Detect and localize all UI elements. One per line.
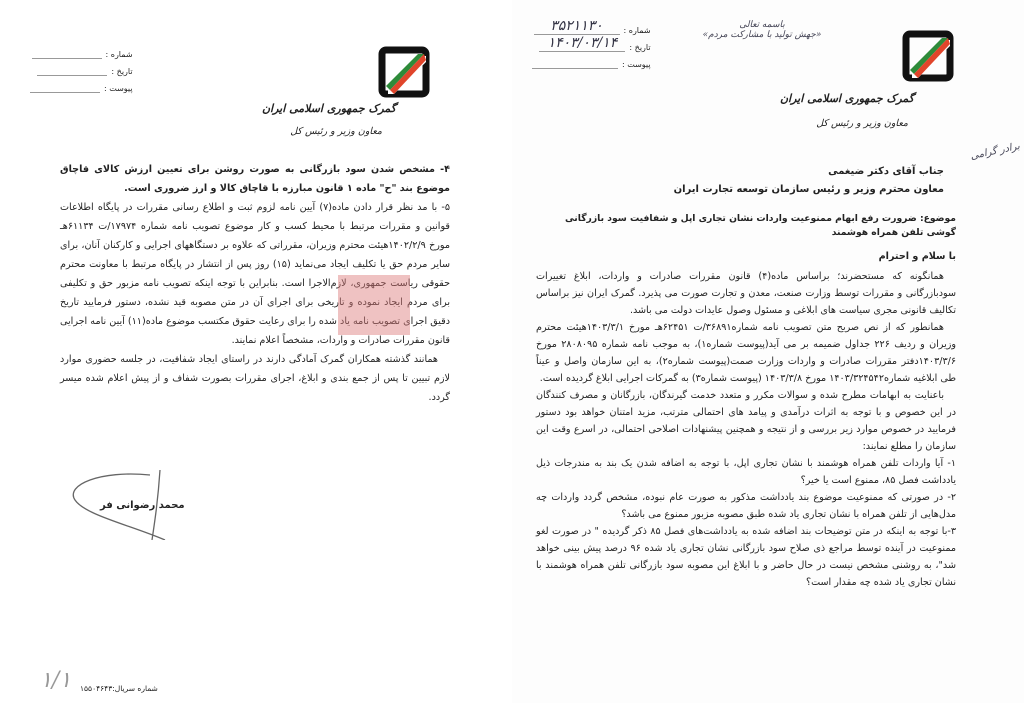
date-line bbox=[37, 65, 107, 76]
customs-logo-icon bbox=[378, 46, 430, 98]
signatory-name: محمد رضوانی فر bbox=[100, 500, 185, 511]
subject-line: موضوع: ضرورت رفع ابهام ممنوعیت واردات نشان تجاری اپل و شفافیت سود بازرگانی گوشی تلفن همراه هوشمند bbox=[565, 213, 956, 238]
paragraph: همانند گذشته همکاران گمرک آمادگی دارند در راستای ایجاد شفافیت، در جلسه حضوری موارد لازم تبیین تا پس از جمع بندی و ابلاغ، اجرای مقررات بصورت شفاف و از پیش اعلام شده میسر گردد. bbox=[60, 354, 450, 403]
customs-logo-icon bbox=[902, 30, 954, 82]
question-item: ۳-با توجه به اینکه در متن توضیحات بند اضافه شده به یادداشت‌های فصل ۸۵ ذکر گردیده " در صورت لغو ممنوعیت در آینده توسط مراجع ذی صلاح سود بازرگانی نشان تجاری یاد شده ۹۶ درصد پیش بینی خواهد شد"، به روشنی مشخص نیست در حال حاضر و با ابلاغ این مصوبه سود بازرگانی تلفن همراه هوشمند با نشان تجاری یاد شده چه مقدار است؟ bbox=[536, 526, 956, 588]
serial-number: شماره سریال:۱۵۵۰۴۶۴۳ bbox=[80, 684, 158, 693]
recipient-name: جناب آقای دکتر ضیغمی bbox=[828, 166, 944, 177]
header-center bbox=[682, 20, 842, 40]
number-row bbox=[30, 42, 133, 59]
paragraph: همانطور که از نص صریح متن تصویب نامه شماره۳۶۸۹۱/ت ۶۲۴۵۱هـ مورخ ۱۴۰۳/۳/۱هیئت محترم وزیران و ردیف ۲۲۶ جداول ضمیمه بر می آید(پیوست شماره۱)، به موجب نامه شماره ۲۸۰۸۰۹۵ مورخ ۱۴۰۳/۳/۶دفتر مقررات صادرات و واردات وزارت صمت(پیوست شماره۲)، به این سازمان واصل و عیناً طی ابلاغیه شماره۱۴۰۳/۳۲۴۵۴۲ مورخ ۱۴۰۳/۳/۸ (پیوست شماره۳) به گمرکات اجرایی ابلاغ گردیده است. bbox=[536, 322, 957, 384]
question-item: ۲- در صورتی که ممنوعیت موضوع بند یادداشت مذکور به صورت عام نبوده، مشخص گردد واردات چه مدل‌هایی از تلفن همراه با نشان تجاری یاد شده طبق مصوبه مزبور ممنوع می باشد؟ bbox=[536, 492, 956, 520]
number-label: شماره : bbox=[105, 50, 133, 59]
number-line bbox=[32, 48, 102, 59]
number-value: ۳۵۲۱۱۳۰ bbox=[534, 18, 620, 35]
letter-body bbox=[536, 268, 956, 591]
page-marker: ۱/۱ bbox=[40, 668, 72, 693]
org-name: گمرک جمهوری اسلامی ایران bbox=[779, 92, 914, 105]
date-label: تاریخ : bbox=[629, 43, 651, 52]
letter-meta bbox=[532, 18, 651, 69]
recipient-title: معاون محترم وزیر و رئیس سازمان توسعه تجارت ایران bbox=[673, 184, 944, 195]
date-label: تاریخ : bbox=[111, 67, 133, 76]
org-subtitle: معاون وزیر و رئیس کل bbox=[290, 126, 382, 137]
org-name: گمرک جمهوری اسلامی ایران bbox=[261, 102, 396, 115]
date-row bbox=[30, 59, 133, 76]
paragraph: همانگونه که مستحضرند؛ براساس ماده(۴) قانون مقررات صادرات و واردات، ابلاغ تغییرات سودبازرگانی و مقررات توسط وزارت صنعت، معدن و تجارت صورت می پذیرد. گمرک ایران نیز براساس تکالیف قانونی مجری سیاست های ابلاغی و مسئول وصول عایدات دولت می باشد. bbox=[536, 271, 956, 316]
attachment-line bbox=[30, 82, 100, 93]
handwritten-greeting: برادر گرامی bbox=[969, 140, 1021, 163]
date-value: ۱۴۰۳/۰۳/۱۴ bbox=[539, 35, 625, 52]
paragraph: ۵- با مد نظر قرار دادن ماده(۷) آیین نامه لزوم ثبت و اطلاع رسانی مقررات در پایگاه اطلاعات قوانین و مقررات مرتبط با محیط کسب و کار موضوع تصویب نامه شماره ۱۷۹۷۴/ت ۶۱۱۳۴هـ مورخ ۱۴۰۲/۲/۹هیئت محترم وزیران، مقرراتی که علاوه بر دستگاههای اجرایی و کارکنان آنان، برای سایر مردم حق یا تکلیف ایجاد می‌نماید (۱۵) روز پس از انتشار در پایگاه مرتبط با معاونت محترم حقوقی ریاست جمهوری، لازم‌الاجرا است. بنابراین با توجه اینکه تصویب نامه مزبور حق و تکلیفی برای مردم ایجاد نموده و تاریخی برای اجرای آن در متن مصوبه قید نشده، دستور فرمایید تاریخ دقیق اجرای تصویب نامه یاد شده را برای رعایت حقوق مکتسب موضوع ماده(۱۱) آیین نامه اجرایی قانون مقررات صادرات و واردات، مشخصاً اعلام نمایند. bbox=[60, 202, 451, 346]
attachment-line bbox=[532, 58, 618, 69]
slogan: «جهش تولید با مشارکت مردم» bbox=[702, 30, 822, 40]
paragraph: باعنایت به ابهامات مطرح شده و سوالات مکرر و متعدد خدمت گیرندگان، بازرگانان و مصرف کنندگان در این خصوص و با توجه به اثرات درآمدی و پیامد های احتمالی مترتب، مزید امتنان خواهد بود دستور فرمایید در خصوص موارد زیر بررسی و از نتیجه و همچنین پیشنهادات اصلاحی احتمالی، در اسرع وقت این سازمان را مطلع نمایند: bbox=[536, 390, 956, 452]
attachment-row bbox=[532, 52, 651, 69]
org-subtitle: معاون وزیر و رئیس کل bbox=[816, 118, 908, 129]
greeting: با سلام و احترام bbox=[878, 251, 956, 262]
attachment-label: پیوست : bbox=[622, 60, 651, 69]
attachment-row bbox=[30, 76, 133, 93]
question-item: ۱- آیا واردات تلفن همراه هوشمند با نشان تجاری اپل، با توجه به اضافه شدن یک بند به مندرجات ذیل یادداشت فصل ۸۵، ممنوع است یا خیر؟ bbox=[536, 458, 956, 486]
date-row bbox=[532, 35, 651, 52]
attachment-label: پیوست : bbox=[104, 84, 133, 93]
number-label: شماره : bbox=[623, 26, 651, 35]
letter-page-1 bbox=[512, 0, 1024, 703]
number-row bbox=[532, 18, 651, 35]
watermark-stamp bbox=[338, 275, 410, 335]
bismillah: باسمه تعالی bbox=[739, 20, 785, 30]
letter-meta bbox=[30, 42, 133, 93]
paragraph: ۴- مشخص شدن سود بازرگانی به صورت روشن برای تعیین ارزش کالای قاچاق موضوع بند "ح" ماده ۱ قانون مبارزه با قاچاق کالا و ارز ضروری است. bbox=[60, 164, 450, 194]
